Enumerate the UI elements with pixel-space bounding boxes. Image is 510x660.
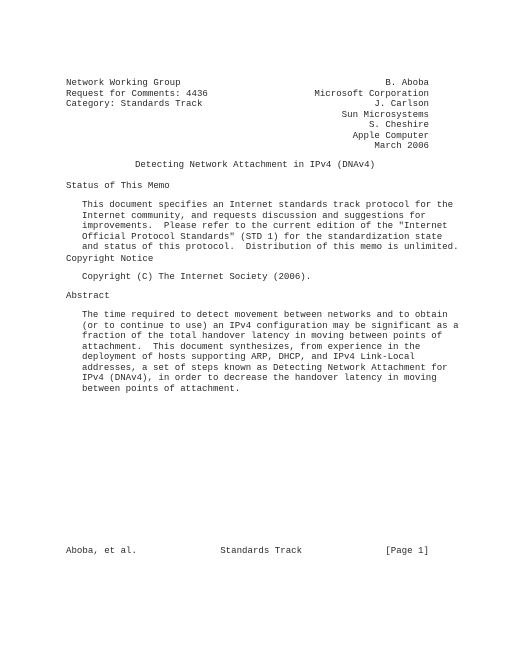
header-org-1: Microsoft Corporation	[314, 87, 429, 99]
document-title: Detecting Network Attachment in IPv4 (DNAv4)	[134, 159, 376, 170]
header-row-1	[66, 78, 429, 89]
abstract-line: The time required to detect movement between networks and to obtain	[82, 309, 448, 320]
footer-authors: Aboba, et al.	[66, 545, 137, 556]
header-row-3	[66, 99, 429, 110]
header-author-2: J. Carlson	[374, 98, 429, 109]
abstract-paragraph	[82, 309, 459, 394]
status-line: Official Protocol Standards" (STD 1) for the standardization state	[82, 230, 443, 242]
status-line: improvements. Please refer to the current edition of the "Internet	[82, 220, 448, 231]
document-header	[66, 78, 429, 152]
copyright-line: Copyright (C) The Internet Society (2006).	[82, 271, 312, 282]
abstract-line: (or to continue to use) an IPv4 configuration may be significant as a	[82, 319, 459, 331]
abstract-line: attachment. This document synthesizes, from experience in the	[82, 340, 421, 352]
footer-page-number: [Page 1]	[385, 545, 429, 556]
header-category: Category: Standards Track	[66, 98, 203, 109]
header-org-2: Sun Microsystems	[341, 108, 429, 120]
status-heading: Status of This Memo	[66, 180, 170, 191]
status-line: Internet community, and requests discussion and suggestions for	[82, 209, 426, 221]
copyright-paragraph	[82, 272, 442, 283]
page-footer	[66, 546, 429, 557]
status-line: This document specifies an Internet standards track protocol for the	[82, 199, 454, 210]
abstract-heading: Abstract	[66, 290, 110, 301]
header-author-3: S. Cheshire	[368, 119, 429, 130]
abstract-line: IPv4 (DNAv4), in order to decrease the handover latency in moving	[82, 372, 437, 383]
abstract-line: between points of attachment.	[82, 382, 241, 394]
footer-category: Standards Track	[220, 545, 303, 556]
header-org-3: Apple Computer	[352, 129, 429, 141]
header-rfc-number: Request for Comments: 4436	[66, 87, 208, 99]
abstract-line: addresses, a set of steps known as Detecting Network Attachment for	[82, 361, 448, 373]
status-paragraph	[82, 199, 459, 253]
copyright-heading: Copyright Notice	[66, 253, 154, 264]
abstract-line: fraction of the total handover latency in moving between points of	[82, 330, 443, 341]
header-group: Network Working Group	[66, 77, 181, 88]
header-date: March 2006	[374, 140, 429, 151]
abstract-line: deployment of hosts supporting ARP, DHCP, and IPv4 Link-Local	[82, 351, 415, 362]
header-author-1: B. Aboba	[385, 77, 429, 88]
status-line: and status of this protocol. Distribution of this memo is unlimited.	[82, 241, 459, 252]
